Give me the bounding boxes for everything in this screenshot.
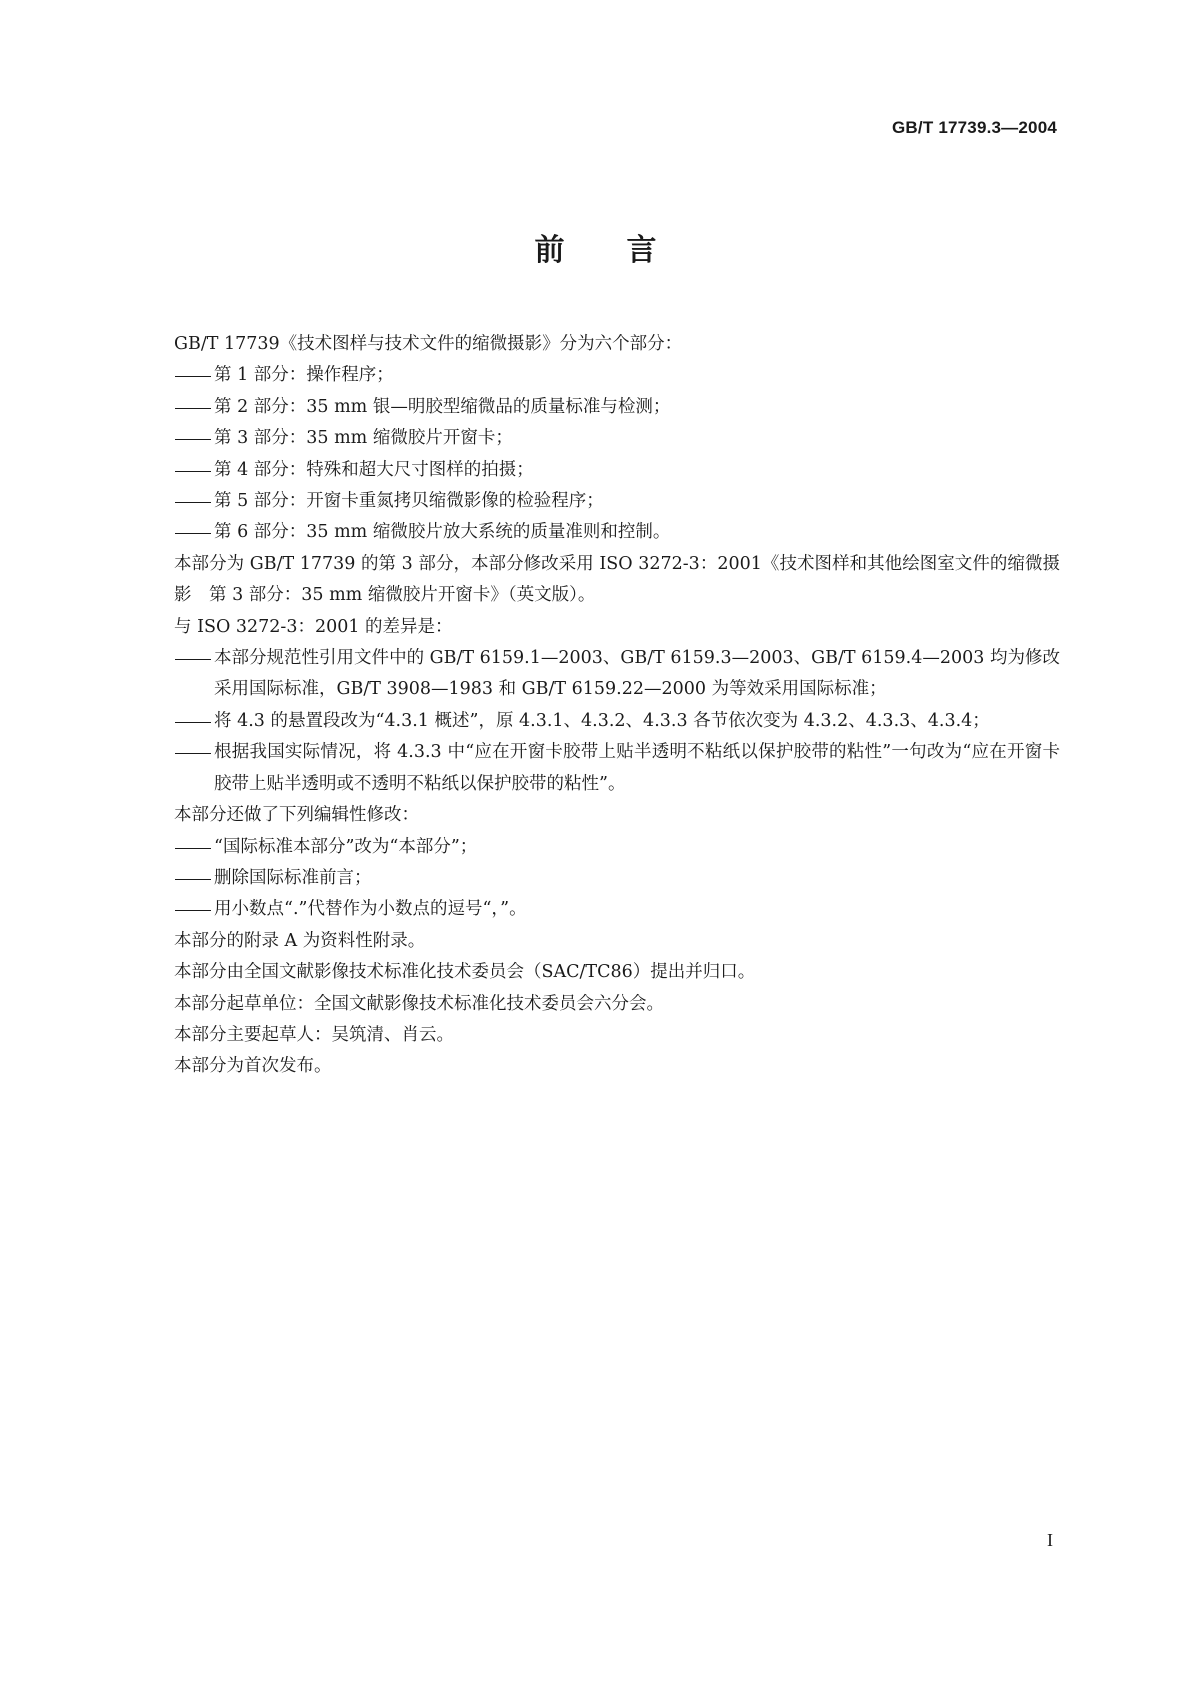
list-item: 第 3 部分：35 mm 缩微胶片开窗卡； <box>214 428 513 449</box>
list-item: 第 1 部分：操作程序； <box>214 365 394 386</box>
list-item: 将 4.3 的悬置段改为“4.3.1 概述”，原 4.3.1、4.3.2、4.3.3 各节依次变为 4.3.2、4.3.3、4.3.4； <box>214 710 990 731</box>
page-title <box>0 225 1191 269</box>
list-item: “国际标准本部分”改为“本部分”； <box>214 836 478 857</box>
foreword-body <box>174 329 1060 1083</box>
list-item: 第 5 部分：开窗卡重氮拷贝缩微影像的检验程序； <box>214 491 604 512</box>
title-char-1: 前 <box>534 233 565 268</box>
drafters-paragraph: 本部分主要起草人：吴筑清、肖云。 <box>174 1024 454 1045</box>
differences-heading: 与 ISO 3272-3：2001 的差异是： <box>174 616 453 637</box>
standard-code: GB/T 17739.3—2004 <box>892 118 1057 137</box>
list-item: 第 6 部分：35 mm 缩微胶片放大系统的质量准则和控制。 <box>214 522 671 543</box>
differences-list <box>174 643 1060 800</box>
annex-paragraph: 本部分的附录 A 为资料性附录。 <box>174 930 426 951</box>
intro-paragraph: GB/T 17739《技术图样与技术文件的缩微摄影》分为六个部分： <box>174 334 683 354</box>
list-item: 用小数点“.”代替作为小数点的逗号“，”。 <box>214 899 527 920</box>
list-item: 本部分规范性引用文件中的 GB/T 6159.1—2003、GB/T 6159.3—2003、GB/T 6159.4—2003 均为修改采用国际标准，GB/T 3908—1983 和 GB/T 6159.22—2000 为等效采用国际标准； <box>214 648 1060 700</box>
list-item: 第 4 部分：特殊和超大尺寸图样的拍摄； <box>214 459 534 480</box>
page-number: I <box>1047 1530 1053 1550</box>
list-item: 删除国际标准前言； <box>214 867 372 888</box>
title-char-2: 言 <box>626 233 657 268</box>
drafting-unit-paragraph: 本部分起草单位：全国文献影像技术标准化技术委员会六分会。 <box>174 993 664 1014</box>
edits-heading: 本部分还做了下列编辑性修改： <box>174 805 419 826</box>
list-item: 根据我国实际情况，将 4.3.3 中“应在开窗卡胶带上贴半透明不粘纸以保护胶带的粘性”一句改为“应在开窗卡胶带上贴半透明或不透明不粘纸以保护胶带的粘性”。 <box>214 742 1060 794</box>
adoption-paragraph: 本部分为 GB/T 17739 的第 3 部分，本部分修改采用 ISO 3272-3：2001《技术图样和其他绘图室文件的缩微摄影 第 3 部分：35 mm 缩微胶片开窗卡》（英文版）。 <box>174 553 1060 606</box>
parts-list <box>174 360 1060 548</box>
edits-list <box>174 832 1060 926</box>
list-item: 第 2 部分：35 mm 银—明胶型缩微品的质量标准与检测； <box>214 396 671 417</box>
first-release-paragraph: 本部分为首次发布。 <box>174 1056 332 1077</box>
proposer-paragraph: 本部分由全国文献影像技术标准化技术委员会（SAC/TC86）提出并归口。 <box>174 962 756 983</box>
